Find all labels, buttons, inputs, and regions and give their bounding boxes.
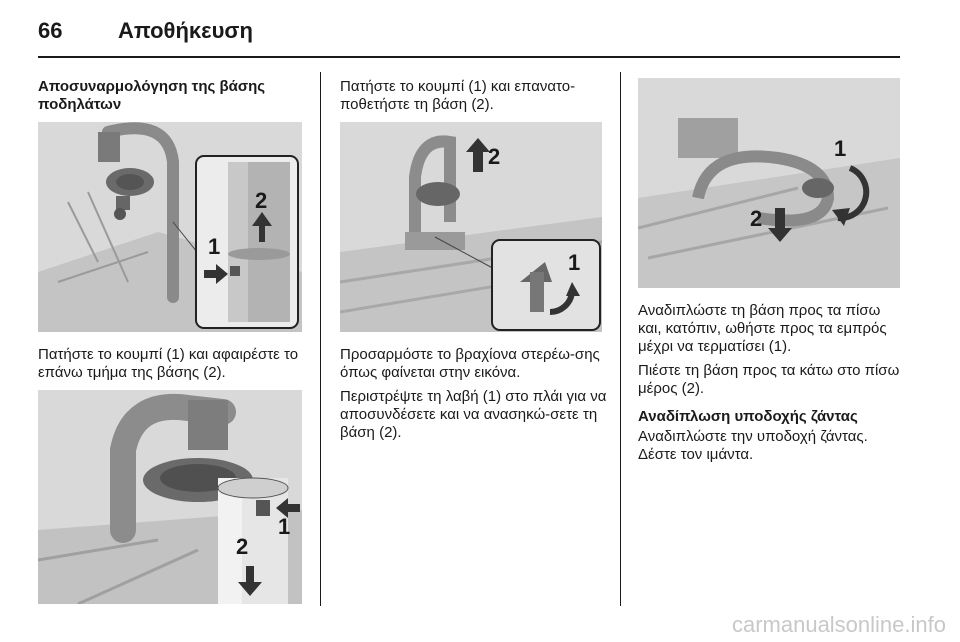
column-divider xyxy=(320,72,321,606)
section-heading-disassembly: Αποσυναρμολόγηση της βάσης ποδηλάτων xyxy=(38,78,266,113)
illustration-remove-top xyxy=(38,122,302,332)
instruction-text: Αναδιπλώστε τη βάση προς τα πίσω και, κατόπιν, ωθήστε προς τα εμπρός μέχρι να τερματίσει (1). xyxy=(638,302,887,355)
callout-2: 2 xyxy=(236,534,249,559)
figure-fold-holder xyxy=(638,78,900,288)
instruction-text: Αναδιπλώστε την υποδοχή ζάντας. Δέστε τον ιμάντα. xyxy=(638,428,868,463)
section-heading-fold-rim: Αναδίπλωση υποδοχής ζάντας xyxy=(638,408,858,425)
page-number: 66 xyxy=(38,18,63,43)
header-rule xyxy=(38,56,900,58)
column-divider xyxy=(620,72,621,606)
illustration-reattach xyxy=(340,122,602,332)
page-title: Αποθήκευση xyxy=(118,18,253,43)
callout-2: 2 xyxy=(750,206,763,231)
instruction-text: Πιέστε τη βάση προς τα κάτω στο πίσω μέρος (2). xyxy=(638,362,900,397)
figure-remove-top xyxy=(38,122,302,332)
callout-1: 1 xyxy=(568,250,581,275)
callout-1: 1 xyxy=(834,136,847,161)
illustration-button-closeup xyxy=(38,390,302,604)
instruction-text: Πατήστε το κουμπί (1) και επανατο-ποθετήστε τη βάση (2). xyxy=(340,78,576,113)
callout-2: 2 xyxy=(255,188,268,213)
illustration-fold-holder xyxy=(638,78,900,288)
instruction-text: Περιστρέψτε τη λαβή (1) στο πλάι για να αποσυνδέσετε και να ανασηκώ-σετε τη βάση (2). xyxy=(340,388,607,441)
callout-2: 2 xyxy=(488,144,501,169)
instruction-text: Προσαρμόστε το βραχίονα στερέω-σης όπως φαίνεται στην εικόνα. xyxy=(340,346,600,381)
watermark: carmanualsonline.info xyxy=(731,612,946,637)
instruction-text: Πατήστε το κουμπί (1) και αφαιρέστε το επάνω τμήμα της βάσης (2). xyxy=(38,346,299,381)
figure-button-closeup xyxy=(38,390,302,604)
figure-reattach xyxy=(340,122,602,332)
callout-1: 1 xyxy=(208,234,221,259)
callout-1: 1 xyxy=(278,514,291,539)
